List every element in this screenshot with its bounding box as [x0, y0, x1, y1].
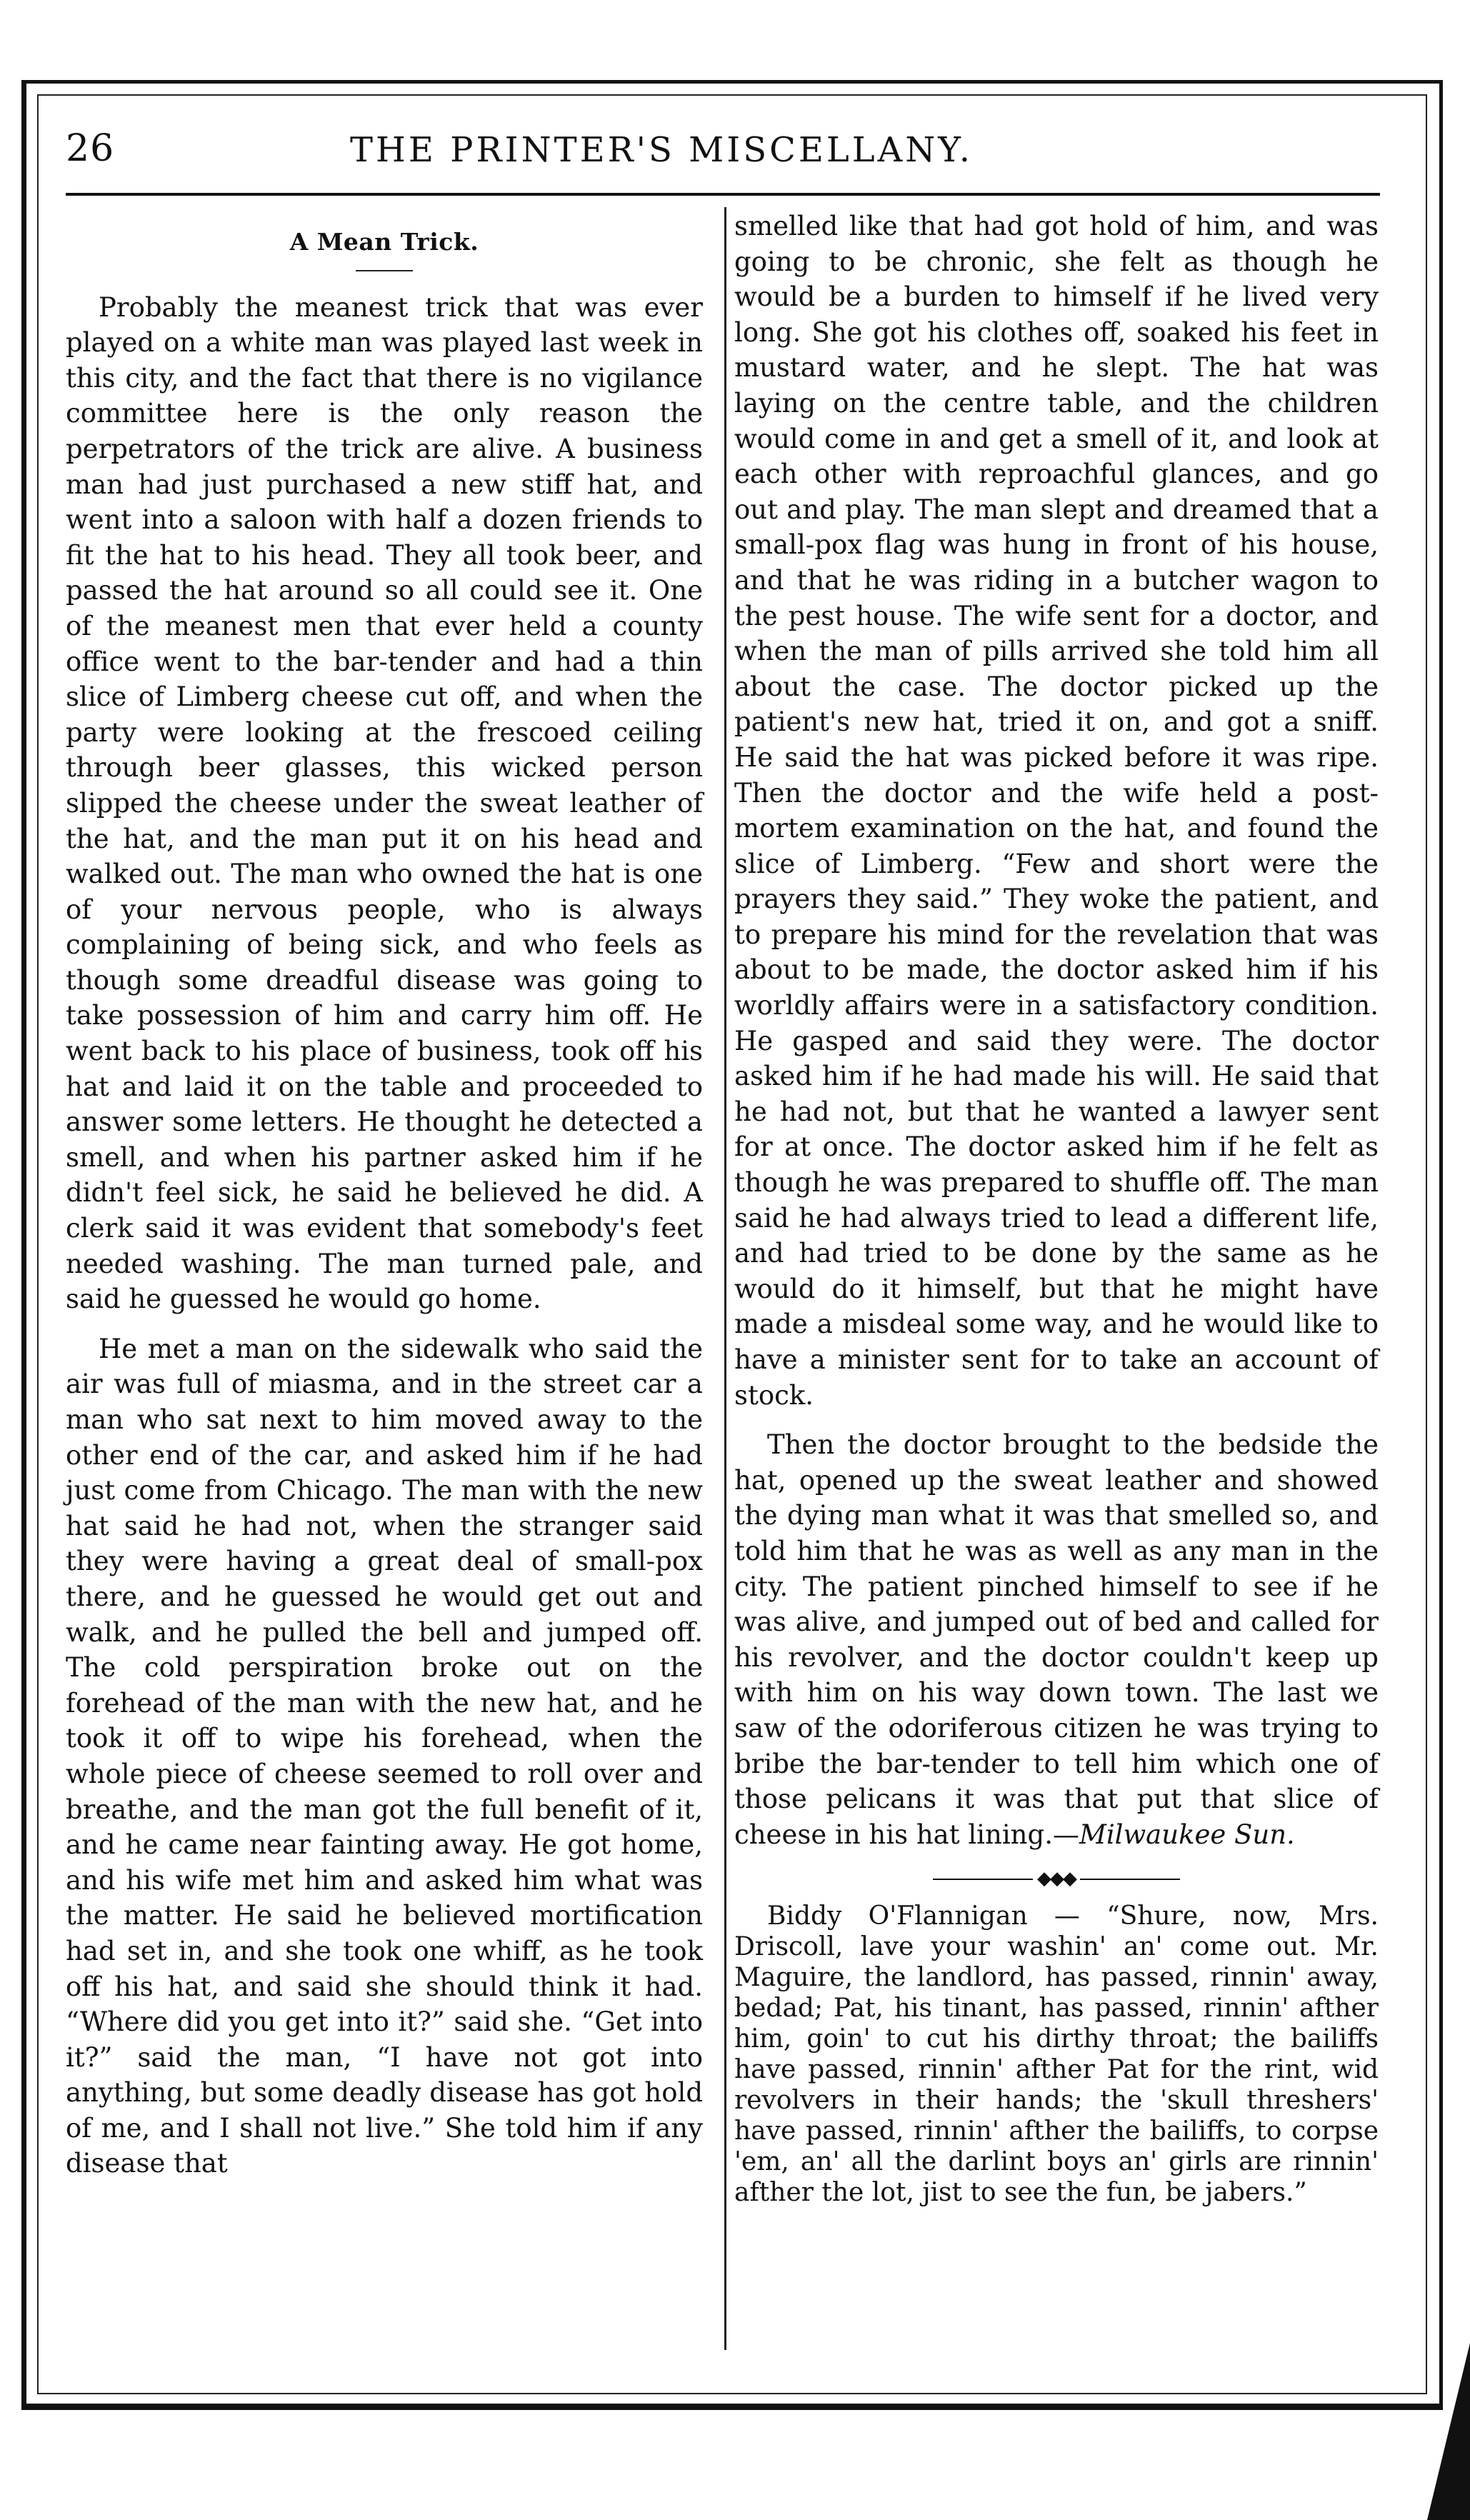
anecdote-paragraph: Biddy O'Flannigan — “Shure, now, Mrs. Driscoll, lave your washin' an' come out. Mr. Maguire, the landlord, has passed, rinnin' away, bedad; Pat, his tinant, has passed, rinnin' afther him, goin' to cut his dirthy throat; the bailiffs have passed, rinnin' afther Pat for the rint, wid revolvers in their hands; the 'skull threshers' have passed, rinnin' afther the bailiffs, to corpse 'em, an' all the darlint boys an' girls are rinnin' afther the lot, jist to see the fun, be jabers.”	[734, 1901, 1379, 2208]
ornament-glyph: ◆◆◆	[1037, 1868, 1076, 1890]
article-final-text: Then the doctor brought to the bedside the hat, opened up the sweat leather and showed the dying man what it was that smelled so, and told him that he was as well as any man in the city. The patient pinched himself to see if he was alive, and jumped out of bed and called for his revolver, and the doctor couldn't keep up with him on his way down town. The last we saw of the odoriferous citizen he was trying to bribe the bar-tender to tell him which one of those pelicans it was that put that slice of cheese in his hat lining.—	[734, 1429, 1379, 1850]
right-column	[734, 209, 1379, 2208]
left-column	[66, 209, 703, 2181]
article-paragraph: Probably the meanest trick that was ever played on a white man was played last week in this city, and the fact that there is no vigilance committee here is the only reason the perpetrators of the trick are alive. A business man had just purchased a new stiff hat, and went into a saloon with half a dozen friends to fit the hat to his head. They all took beer, and passed the hat around so all could see it. One of the meanest men that ever held a county office went to the bar-tender and had a thin slice of Limberg cheese cut off, and when the party were looking at the frescoed ceiling through beer glasses, this wicked person slipped the cheese under the sweat leather of the hat, and the man put it on his head and walked out. The man who owned the hat is one of your nervous people, who is always complaining of being sick, and who feels as though some dreadful disease was going to take possession of him and carry him off. He went back to his place of business, took off his hat and laid it on the table and proceeded to answer some letters. He thought he detected a smell, and when his partner asked him if he didn't feel sick, he said he believed he did. A clerk said it was evident that somebody's feet needed washing. The man turned pale, and said he guessed he would go home.	[66, 291, 703, 1315]
article-title: A Mean Trick.	[289, 228, 479, 256]
ornament-rule-right	[1080, 1879, 1180, 1880]
article-paragraph: He met a man on the sidewalk who said the air was full of miasma, and in the street car a man who sat next to him moved away to the other end of the car, and asked him if he had just come from Chicago. The man with the new hat said he had not, when the stranger said they were having a great deal of small-pox there, and he guessed he would get out and walk, and he pulled the bell and jumped off. The cold perspiration broke out on the forehead of the man with the new hat, and he took it off to wipe his forehead, when the whole piece of cheese seemed to roll over and breathe, and the man got the full benefit of it, and he came near fainting away. He got home, and his wife met him and asked him what was the matter. He said he believed mortification had set in, and she took one whiff, as he took off his hat, and said she should think it had. “Where did you get into it?” said she. “Get into it?” said the man, “I have not got into anything, but some deadly disease has got hold of me, and I shall not live.” She told him if any disease that	[66, 1333, 703, 2179]
header-rule	[66, 193, 1380, 196]
column-divider	[724, 207, 726, 2350]
ornament-rule-left	[933, 1879, 1033, 1880]
article-paragraph	[734, 1427, 1379, 1852]
title-rule	[356, 270, 413, 271]
article-paragraph-continued: smelled like that had got hold of him, and was going to be chronic, she felt as though he would be a burden to himself if he lived very long. She got his clothes off, soaked his feet in mustard water, and he slept. The hat was laying on the centre table, and the children would come in and get a smell of it, and look at each other with reproachful glances, and go out and play. The man slept and dreamed that a small-pox flag was hung in front of his house, and that he was riding in a butcher wagon to the pest house. The wife sent for a doctor, and when the man of pills arrived she told him all about the case. The doctor picked up the patient's new hat, tried it on, and got a sniff. He said the hat was picked before it was ripe. Then the doctor and the wife held a post-mortem examination on the hat, and found the slice of Limberg. “Few and short were the prayers they said.” They woke the patient, and to prepare his mind for the revelation that was about to be made, the doctor asked him if his worldly affairs were in a satisfactory condition. He gasped and said they were. The doctor asked him if he had made his will. He said that he had not, but that he wanted a lawyer sent for at once. The doctor asked him if he felt as though he was prepared to shuffle off. The man said he had always tried to lead a different life, and had tried to be done by the same as he would do it himself, but that he might have made a misdeal some way, and he would like to have a minister sent for to take an account of stock.	[734, 211, 1379, 1411]
page-edge-shadow	[1427, 2343, 1470, 2520]
source-credit: Milwaukee Sun.	[1079, 1819, 1295, 1850]
section-ornament	[734, 1869, 1379, 1888]
page-number: 26	[66, 127, 115, 170]
running-title: THE PRINTER'S MISCELLANY.	[350, 130, 974, 170]
